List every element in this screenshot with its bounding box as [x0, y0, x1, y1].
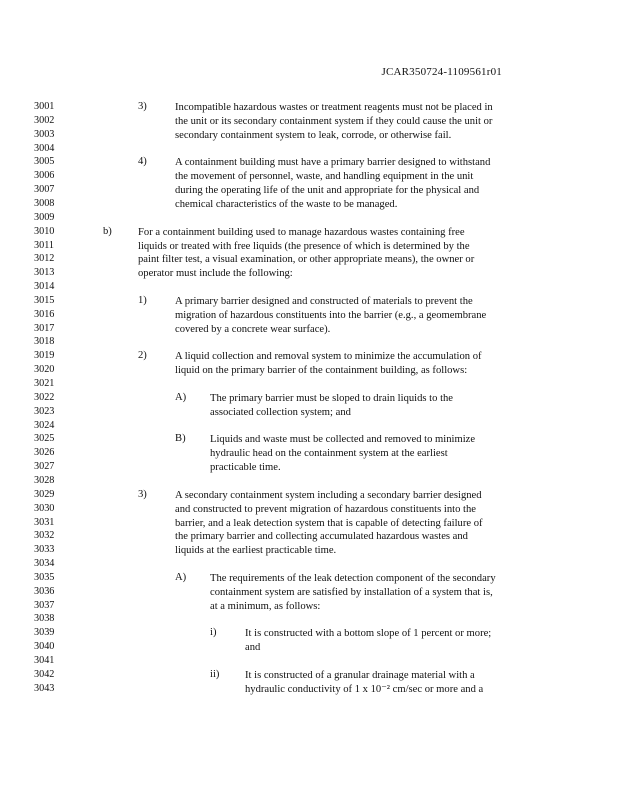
- line-number: 3036: [34, 585, 55, 597]
- line-number: 3019: [34, 350, 55, 362]
- paragraph-marker: ii): [210, 668, 220, 680]
- line-number: 3003: [34, 128, 55, 140]
- paragraph-text-line: Liquids and waste must be collected and removed to minimize: [210, 434, 476, 446]
- document-id: JCAR350724-1109561r01: [381, 66, 502, 78]
- paragraph-text-line: and: [245, 642, 261, 654]
- line-number: 3033: [34, 544, 55, 556]
- paragraph-marker: 1): [138, 294, 147, 306]
- line-number: 3031: [34, 516, 55, 528]
- paragraph-text-line: during the operating life of the unit and appropriate for the physical and: [175, 185, 480, 197]
- line-number: 3039: [34, 627, 55, 639]
- paragraph-text-line: A primary barrier designed and constructed of materials to prevent the: [175, 295, 473, 307]
- line-number: 3010: [34, 225, 55, 237]
- paragraph-marker: B): [175, 433, 186, 445]
- paragraph-marker: b): [103, 225, 112, 237]
- line-number: 3035: [34, 571, 55, 583]
- line-number: 3014: [34, 281, 55, 293]
- paragraph-text-line: chemical characteristics of the waste to be managed.: [175, 198, 398, 210]
- paragraph-text-line: It is constructed with a bottom slope of 1 percent or more;: [245, 628, 492, 640]
- paragraph-text-line: associated collection system; and: [210, 406, 351, 418]
- line-number: 3011: [34, 239, 54, 251]
- line-number: 3027: [34, 461, 55, 473]
- paragraph-marker: A): [175, 391, 187, 403]
- line-number: 3025: [34, 433, 55, 445]
- paragraph-text-line: paint filter test, a visual examination, or other appropriate means), the owner or: [138, 254, 475, 266]
- line-number: 3006: [34, 170, 55, 182]
- line-number: 3018: [34, 336, 55, 348]
- line-number: 3026: [34, 447, 55, 459]
- line-number: 3017: [34, 322, 55, 334]
- paragraph-text-line: migration of hazardous constituents into the barrier (e.g., a geomembrane: [175, 309, 487, 321]
- paragraph-text-line: Incompatible hazardous wastes or treatment reagents must not be placed in: [175, 102, 493, 113]
- line-number: 3029: [34, 488, 55, 500]
- line-number: 3015: [34, 294, 55, 306]
- line-number: 3043: [34, 682, 55, 694]
- line-number: 3005: [34, 156, 55, 168]
- paragraph-text-line: A secondary containment system including a secondary barrier designed: [175, 489, 482, 501]
- paragraph-text-line: hydraulic conductivity of 1 x 10⁻² cm/sec or more and a: [245, 683, 484, 695]
- line-number: 3002: [34, 114, 55, 126]
- paragraph-marker: 4): [138, 156, 147, 168]
- line-number: 3007: [34, 184, 55, 196]
- paragraph-text-line: liquid on the primary barrier of the containment building, as follows:: [175, 365, 468, 377]
- line-number: 3042: [34, 668, 55, 680]
- paragraph-text-line: barrier, and a leak detection system that is capable of detecting failure of: [175, 517, 483, 529]
- paragraph-text-line: secondary containment system to leak, corrode, or otherwise fail.: [175, 129, 452, 141]
- line-number: 3001: [34, 101, 55, 112]
- paragraph-marker: 3): [138, 101, 147, 112]
- line-number: 3040: [34, 641, 55, 653]
- line-number: 3023: [34, 405, 55, 417]
- line-number: 3012: [34, 253, 55, 265]
- line-number: 3038: [34, 613, 55, 625]
- paragraph-text-line: and constructed to prevent migration of hazardous constituents into the: [175, 503, 476, 515]
- line-number: 3013: [34, 267, 55, 279]
- paragraph-text-line: liquids at the earliest practicable time.: [175, 545, 337, 557]
- line-number: 3028: [34, 474, 55, 486]
- line-number: 3034: [34, 558, 55, 570]
- paragraph-text-line: hydraulic head on the containment system at the earliest: [210, 448, 448, 460]
- line-number: 3009: [34, 211, 55, 223]
- paragraph-text-line: A containment building must have a primary barrier designed to withstand: [175, 157, 491, 169]
- paragraph-marker: 3): [138, 488, 147, 500]
- line-number: 3016: [34, 308, 55, 320]
- line-number: 3037: [34, 599, 55, 611]
- paragraph-marker: i): [210, 627, 217, 639]
- line-number: 3024: [34, 419, 55, 431]
- paragraph-marker: A): [175, 571, 187, 583]
- line-number: 3032: [34, 530, 55, 542]
- paragraph-text-line: The requirements of the leak detection component of the secondary: [210, 572, 496, 584]
- paragraph-text-line: the unit or its secondary containment system if they could cause the unit or: [175, 115, 493, 127]
- paragraph-text-line: liquids or treated with free liquids (the presence of which is determined by the: [138, 240, 470, 252]
- paragraph-text-line: operator must include the following:: [138, 268, 293, 280]
- line-number: 3030: [34, 502, 55, 514]
- line-number: 3008: [34, 197, 55, 209]
- paragraph-text-line: It is constructed of a granular drainage material with a: [245, 669, 475, 681]
- paragraph-text-line: at a minimum, as follows:: [210, 600, 321, 612]
- line-number: 3004: [34, 142, 55, 154]
- line-number: 3041: [34, 655, 55, 666]
- paragraph-text-line: For a containment building used to manage hazardous wastes containing free: [138, 226, 465, 238]
- line-number: 3022: [34, 391, 55, 403]
- paragraph-text-line: practicable time.: [210, 462, 281, 474]
- line-number: 3021: [34, 378, 55, 389]
- line-number: 3020: [34, 364, 55, 376]
- paragraph-text-line: A liquid collection and removal system to minimize the accumulation of: [175, 351, 482, 363]
- paragraph-text-line: covered by a concrete wear surface).: [175, 323, 331, 335]
- paragraph-text-line: the primary barrier and collecting accumulated hazardous wastes and: [175, 531, 468, 543]
- paragraph-text-line: the movement of personnel, waste, and handling equipment in the unit: [175, 171, 474, 183]
- paragraph-marker: 2): [138, 350, 147, 362]
- paragraph-text-line: The primary barrier must be sloped to drain liquids to the: [210, 392, 454, 404]
- paragraph-text-line: containment system are satisfied by installation of a system that is,: [210, 586, 493, 598]
